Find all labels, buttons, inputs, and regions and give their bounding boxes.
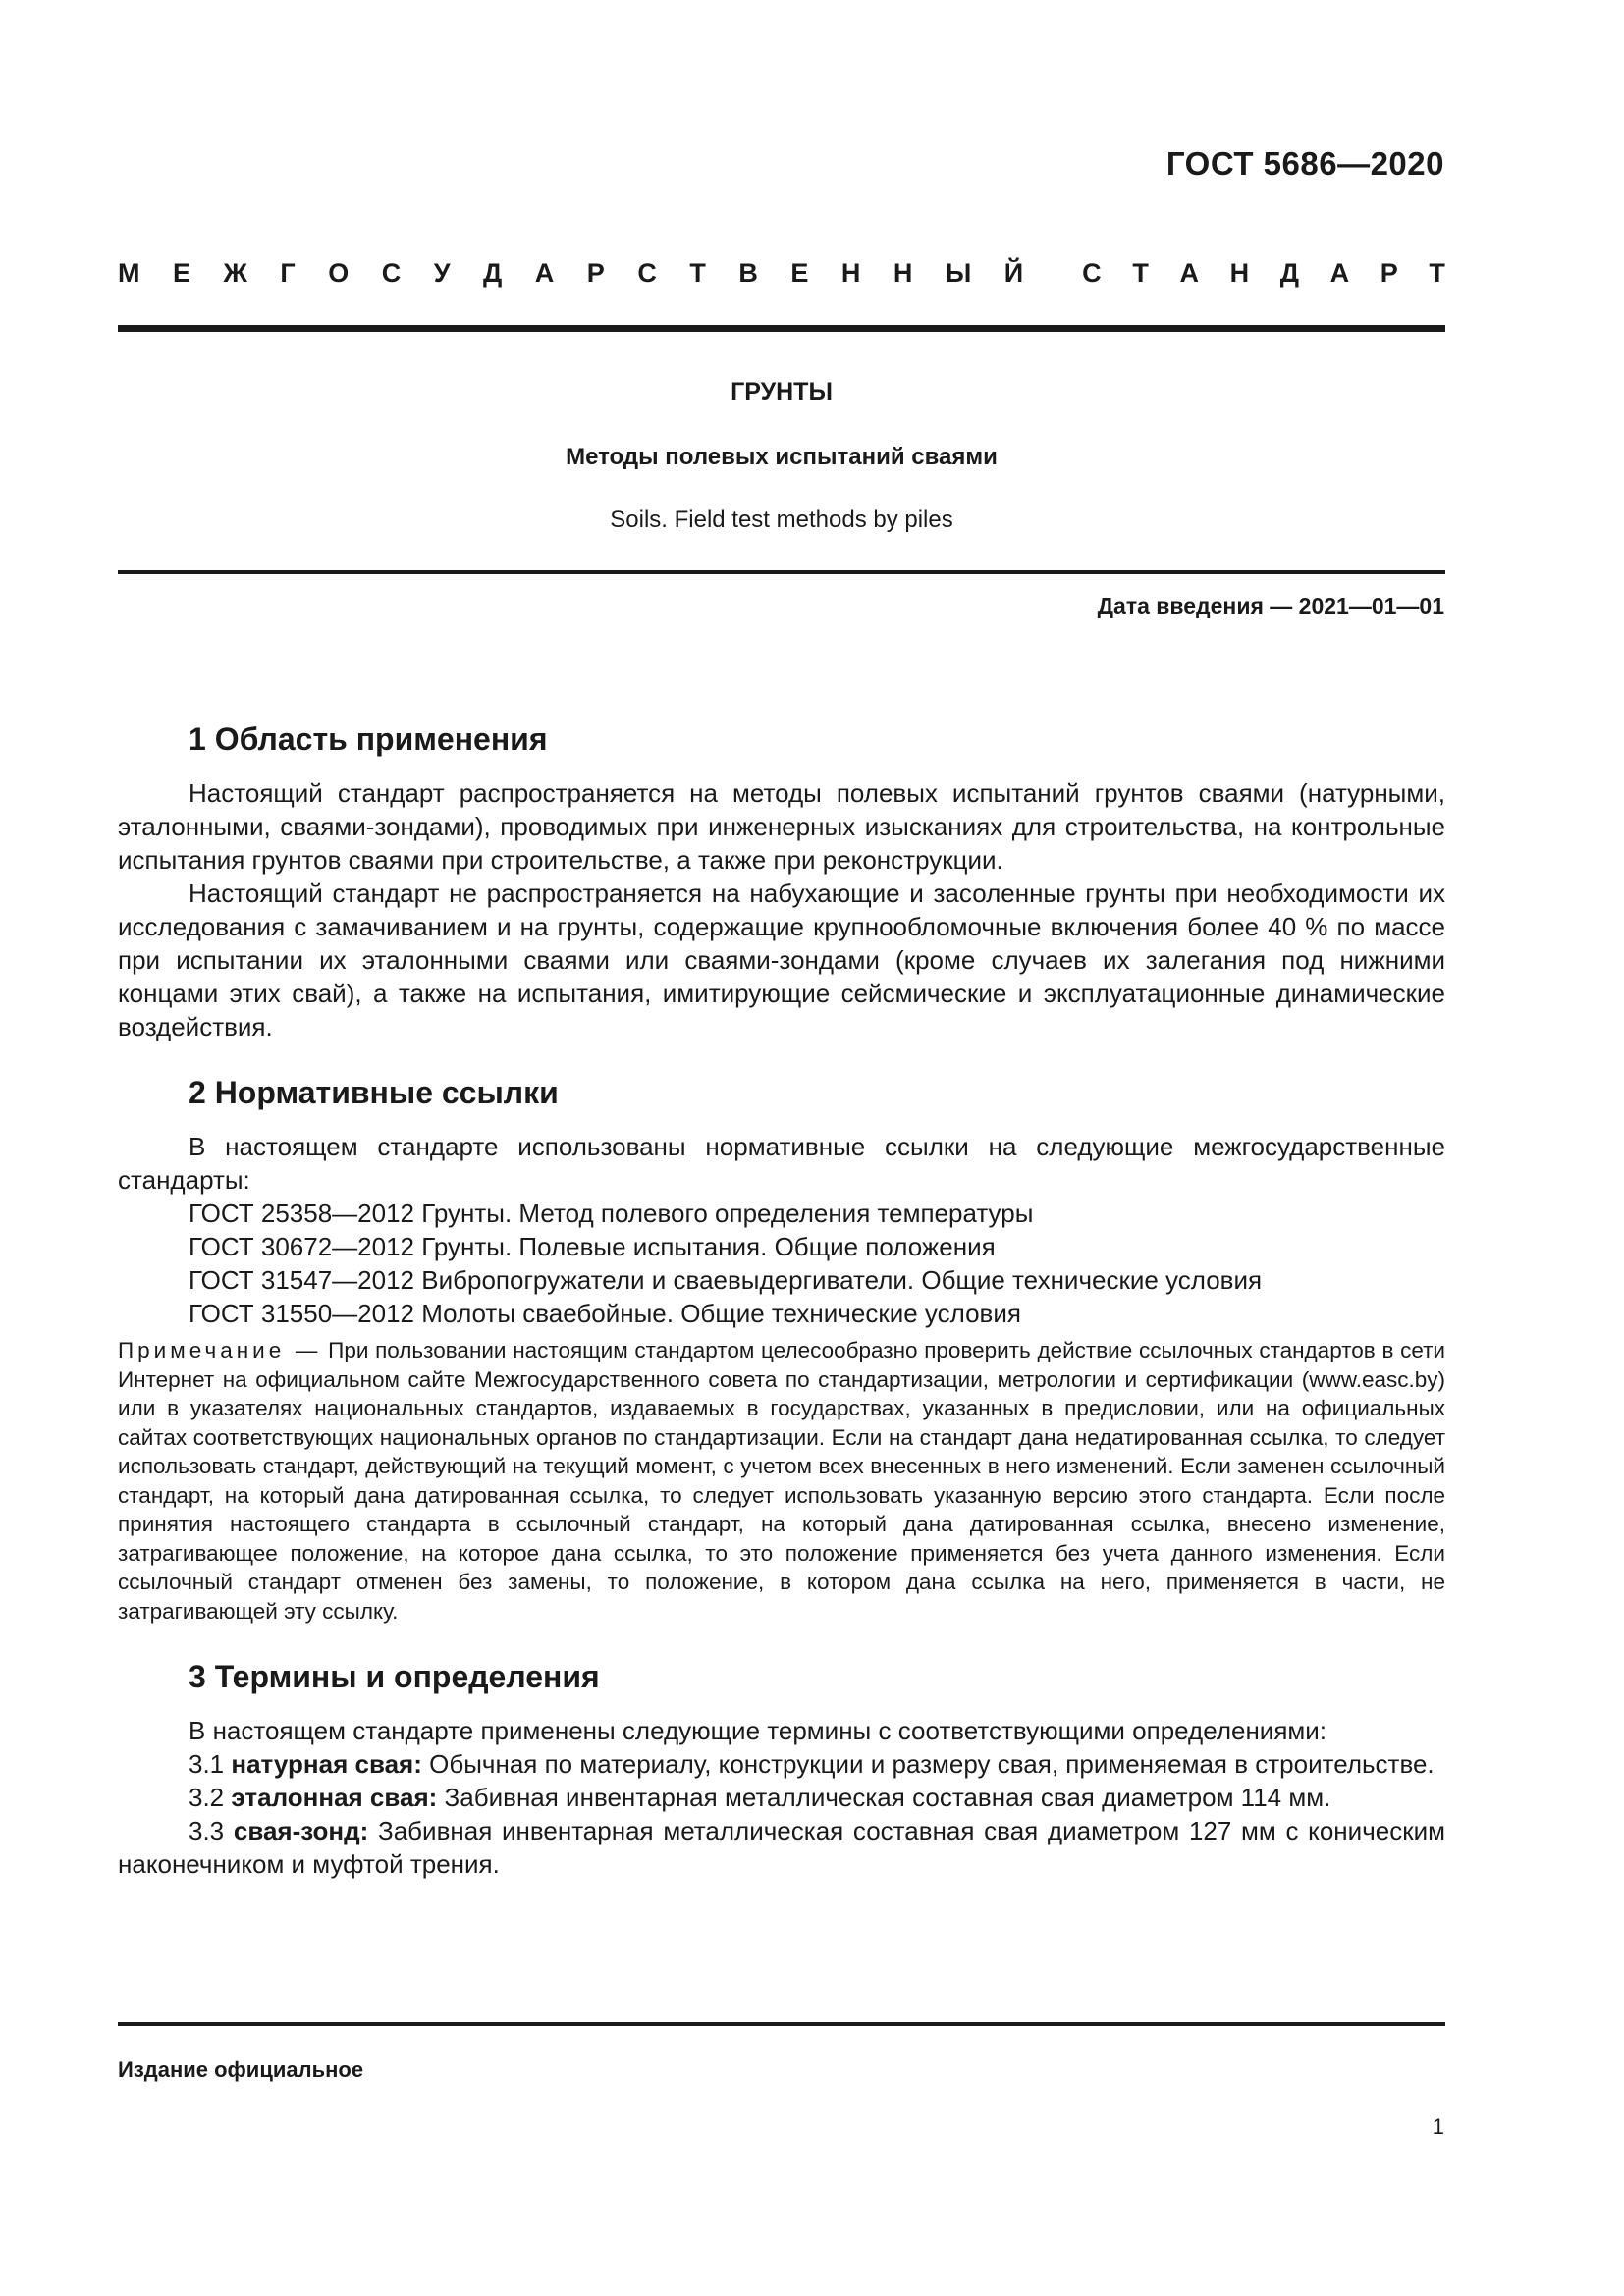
document-code: ГОСТ 5686—2020	[1165, 145, 1444, 182]
banner-letter: Д	[483, 258, 503, 288]
section-3-heading: 3 Термины и определения	[189, 1659, 600, 1694]
banner-letter: Е	[173, 258, 191, 288]
section-2-heading: 2 Нормативные ссылки	[189, 1075, 559, 1110]
banner-letter: О	[328, 258, 350, 288]
note-text: При пользовании настоящим стандартом целесообразно проверить действие ссылочных стандартов в сети Интернет на официальном сайте Межгосударственного совета по стандартизации, метрологии и сертификации (www.easc.by) или в указателях национальных стандартов, издаваемых в государствах, указанных в предисловии, или на официальных сайтах соответствующих национальных органов по стандартизации. Если на стандарт дана недатированная ссылка, то следует использовать стандарт, действующий на текущий момент, с учетом всех внесенных в него изменений. Если заменен ссылочный стандарт, на который дана датированная ссылка, то следует использовать указанную версию этого стандарта. Если после принятия настоящего стандарта в ссылочный стандарт, на который дана датированная ссылка, внесено изменение, затрагивающее положение, на которое дана ссылка, то это положение применяется без учета данного изменения. Если ссылочный стандарт отменен без замены, то положение, в котором дана ссылка на него, применяется в части, не затрагивающей эту ссылку.	[118, 1338, 1445, 1624]
term-text: Забивная инвентарная металлическая составная свая диаметром 114 мм.	[444, 1783, 1331, 1812]
title-rule	[118, 570, 1445, 574]
banner-letter: Е	[790, 258, 809, 288]
official-edition-label: Издание официальное	[118, 2057, 364, 2082]
document-subtitle: Методы полевых испытаний сваями	[566, 444, 998, 470]
section-1-paragraph: Настоящий стандарт не распространяется на набухающие и засоленные грунты при необходимости их исследования с замачиванием и на грунты, содержащие крупнообломочные включения более 40 % по массе при испытании их эталонными сваями или сваями-зондами (кроме случаев их залегания под нижними концами этих свай), а также на испытания, имитирующие сейсмические и эксплуатационные динамические воздействия.	[118, 879, 1445, 1041]
header-rule	[118, 325, 1445, 332]
term-definition	[118, 1814, 1445, 1881]
introduction-date: Дата введения — 2021—01—01	[1097, 593, 1444, 618]
banner-letter: Г	[280, 258, 296, 288]
term-name: эталонная свая:	[231, 1783, 438, 1812]
reference-item: ГОСТ 30672—2012 Грунты. Полевые испытания. Общие положения	[189, 1232, 996, 1261]
banner-letter: С	[637, 258, 657, 288]
banner-letter: С	[381, 258, 402, 288]
banner-letter: Д	[1279, 258, 1299, 288]
banner-letter: У	[433, 258, 451, 288]
reference-item: ГОСТ 31547—2012 Вибропогружатели и сваевыдергиватели. Общие технические условия	[189, 1265, 1263, 1295]
banner-letter: Т	[1132, 258, 1149, 288]
banner-word-standard	[1082, 258, 1445, 289]
banner-letter: Й	[1003, 258, 1024, 288]
term-number: 3.3	[189, 1816, 225, 1845]
term-definition	[118, 1747, 1445, 1781]
document-title: ГРУНТЫ	[731, 378, 833, 405]
term-text: Обычная по материалу, конструкции и размеру свая, применяемая в строительстве.	[429, 1749, 1435, 1779]
banner-letter: А	[534, 258, 555, 288]
banner-letter: Т	[689, 258, 706, 288]
banner-letter: Н	[893, 258, 913, 288]
term-name: свая-зонд:	[233, 1816, 369, 1845]
banner-word-interstate	[118, 258, 1023, 289]
term-name: натурная свая:	[231, 1749, 422, 1779]
reference-note	[118, 1336, 1445, 1626]
document-english-title: Soils. Field test methods by piles	[610, 507, 953, 533]
term-number: 3.1	[189, 1749, 225, 1779]
banner-letter: Ж	[223, 258, 247, 288]
section-2-intro: В настоящем стандарте использованы нормативные ссылки на следующие межгосударственные стандарты:	[118, 1132, 1445, 1195]
standard-banner	[118, 258, 1445, 289]
term-number: 3.2	[189, 1783, 225, 1812]
banner-letter: Р	[1380, 258, 1398, 288]
term-text: Забивная инвентарная металлическая составная свая диаметром 127 мм с коническим наконечником и муфтой трения.	[118, 1816, 1445, 1879]
banner-letter: В	[738, 258, 758, 288]
banner-letter: Т	[1429, 258, 1445, 288]
section-3-intro: В настоящем стандарте применены следующие термины с соответствующими определениями:	[189, 1716, 1327, 1745]
section-1-paragraph: Настоящий стандарт распространяется на методы полевых испытаний грунтов сваями (натурными, эталонными, сваями-зондами), проводимых при инженерных изысканиях для строительства, на контрольные испытания грунтов сваями при строительстве, а также при реконструкции.	[118, 778, 1445, 875]
page-number: 1	[1432, 2114, 1444, 2139]
banner-letter: М	[118, 258, 140, 288]
footer-rule	[118, 2022, 1445, 2026]
reference-item: ГОСТ 31550—2012 Молоты сваебойные. Общие технические условия	[189, 1299, 1021, 1328]
banner-letter: Р	[586, 258, 605, 288]
section-1-heading: 1 Область применения	[189, 721, 548, 757]
note-label: Примечание —	[118, 1338, 322, 1362]
banner-letter: Ы	[945, 258, 972, 288]
document-body	[118, 720, 1445, 1881]
banner-letter: Н	[1229, 258, 1250, 288]
banner-letter: С	[1082, 258, 1102, 288]
term-definition	[118, 1781, 1445, 1814]
banner-letter: А	[1179, 258, 1199, 288]
reference-item: ГОСТ 25358—2012 Грунты. Метод полевого определения температуры	[189, 1199, 1034, 1228]
banner-letter: Н	[840, 258, 861, 288]
banner-letter: А	[1329, 258, 1350, 288]
